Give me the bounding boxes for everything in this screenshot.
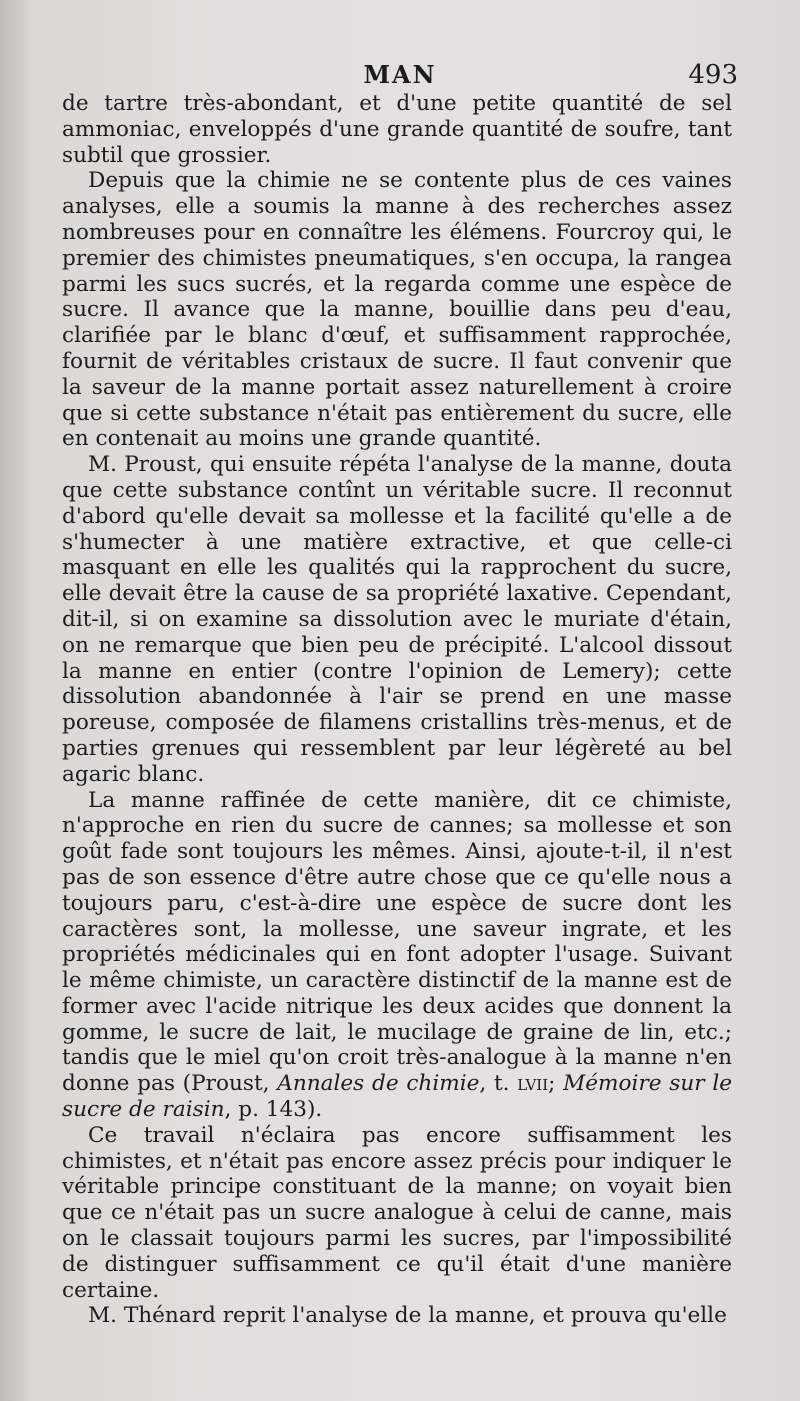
running-head: MAN	[363, 60, 437, 89]
page-number: 493	[688, 60, 738, 90]
citation-volume: lvii	[517, 1071, 549, 1097]
paragraph-chemistry-analyses: Depuis que la chimie ne se contente plus de ces vaines analyses, elle a soumis la manne à des recherches assez nombreuses pour en connaître les élémens. Fourcroy qui, le premier des chimistes pneumatiques, s'en occupa, la rangea parmi les sucs sucrés, et la regarda comme une espèce de sucre. Il avance que la manne, bouillie dans peu d'eau, clarifiée par le blanc d'œuf, et suffisamment rapprochée, fournit de véritables cristaux de sucre. Il faut convenir que la saveur de la manne portait assez naturellement à croire que si cette substance n'était pas entièrement du sucre, elle en contenait au moins une grande quantité.	[62, 168, 732, 452]
citation-memoir: Mémoire sur le sucre de raisin	[62, 1071, 733, 1123]
paragraph-continued: de tartre très-abondant, et d'une petite quantité de sel ammoniac, enveloppés d'une grande quantité de soufre, tant subtil que grossier.	[62, 91, 732, 168]
paragraph-proust-analysis: M. Proust, qui ensuite répéta l'analyse de la manne, douta que cette substance contînt un véritable sucre. Il reconnut d'abord qu'elle devait sa mollesse et la facilité qu'elle a de s'humecter à une matière extractive, et que celle-ci masquant en elle les qualités qui la rapprochent du sucre, elle devait être la cause de sa propriété laxative. Cependant, dit-il, si on examine sa dissolution avec le muriate d'étain, on ne remarque que bien peu de précipité. L'alcool dissout la manne en entier (contre l'opinion de Lemery); cette dissolution abandonnée à l'air se prend en une masse poreuse, composée de filamens cristallins très-menus, et de parties grenues qui ressemblent par leur légèreté au bel agaric blanc.	[62, 452, 732, 787]
body-text	[62, 91, 732, 1329]
paragraph-refined-manna	[62, 788, 732, 1123]
paragraph-insufficient-work: Ce travail n'éclaira pas encore suffisamment les chimistes, et n'était pas encore assez précis pour indiquer le véritable principe constituant de la manne; on voyait bien que ce n'était pas un sucre analogue à celui de canne, mais on le classait toujours parmi les sucres, par l'impossibilité de distinguer suffisamment ce qu'il était d'une manière certaine.	[62, 1122, 732, 1303]
page-header	[62, 60, 738, 94]
citation-sep1: , t.	[479, 1071, 518, 1097]
citation-close: , p. 143).	[224, 1097, 323, 1123]
citation-sep2: ;	[548, 1071, 564, 1097]
paragraph-thenard: M. Thénard reprit l'analyse de la manne, et prouva qu'elle	[88, 1303, 727, 1329]
citation-open: (Proust,	[182, 1071, 278, 1097]
citation-journal: Annales de chimie	[277, 1071, 480, 1097]
paragraph-refined-manna-text: La manne raffinée de cette manière, dit ce chimiste, n'approche en rien du sucre de cannes; sa mollesse et son goût fade sont toujours les mêmes. Ainsi, ajoute-t-il, il n'est pas de son essence d'être autre chose que ce qu'elle nous a toujours paru, c'est-à-dire une espèce de sucre dont les caractères sont, la mollesse, une saveur ingrate, et les propriétés médicinales qui en font adopter l'usage. Suivant le même chimiste, un caractère distinctif de la manne est de former avec l'acide nitrique les deux acides que donnent la gomme, le sucre de lait, le mucilage de graine de lin, etc.; tandis que le miel qu'on croit très-analogue à la manne n'en donne pas	[62, 787, 732, 1097]
